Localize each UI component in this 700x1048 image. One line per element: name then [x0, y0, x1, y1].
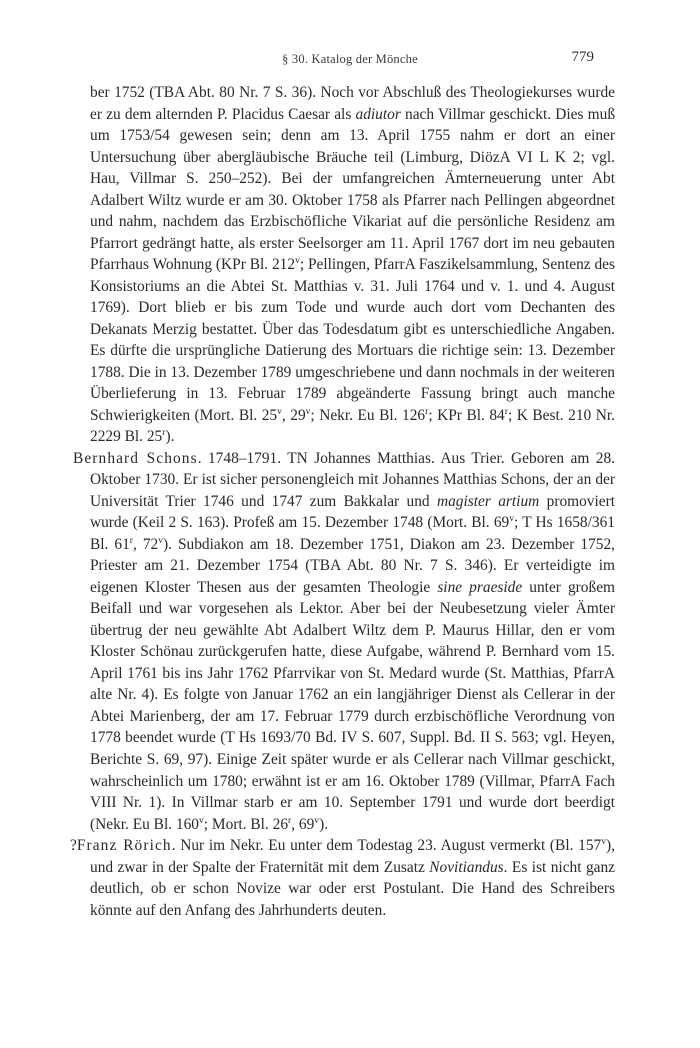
folio-side-superscript: r: [288, 814, 292, 826]
text-run: . Es ist nicht ganz deutlich, ob er schon Novize war oder erst Postulant. Die Hand des Schreibers könnte auf den Anfang des Jahrhunderts deuten.: [90, 858, 615, 919]
latin-term: Novitiandus: [429, 858, 504, 876]
text-run: unter großem Beifall und war vorgesehen als Lektor. Aber bei der Neubesetzung vieler Ämter übertrug der neu gewählte Abt Adalbert Wiltz dem P. Maurus Hillar, den er vom Kloster Schönau zurückgerufen hatte, diese Aufgabe, während P. Bernhard vom 15. April 1761 bis ins Jahr 1762 Pfarrvikar von St. Medard wurde (St. Matthias, PfarrA alte Nr. 4). Es folgte von Januar 1762 an ein langjähriger Dienst als Cellerar in der Abtei Marienberg, der am 17. Februar 1779 durch erzbischöfliche Verordnung von 1778 beendet wurde (T Hs 1693/70 Bd. IV S. 607, Suppl. Bd. II S. 563; vgl. Heyen, Berichte S. 69, 97). Einige Zeit später wurde er als Cellerar nach Villmar geschickt, wahrscheinlich um 1780; erwähnt ist er am 16. Oktober 1789 (Villmar, PfarrA Fach VIII Nr. 1). In Villmar starb er am 10. September 1791 und wurde dort beerdigt (Nekr. Eu Bl. 160: [90, 578, 616, 833]
folio-side-superscript: v: [199, 814, 204, 826]
text-run: ; Nekr. Eu Bl. 126: [310, 406, 426, 424]
folio-side-superscript: v: [314, 814, 320, 826]
text-run: , 72: [132, 535, 159, 553]
text-run: . Nur im Nekr. Eu unter dem Todestag 23. August vermerkt (Bl. 157: [171, 837, 602, 855]
text-run: ).: [319, 815, 329, 833]
folio-side-superscript: v: [509, 513, 515, 525]
monk-name: Franz Rörich: [76, 837, 172, 855]
latin-term: sine praeside: [437, 578, 523, 596]
text-run: , 29: [281, 406, 306, 424]
folio-side-superscript: v: [601, 835, 607, 847]
text-run: , 69: [291, 815, 315, 833]
text-run: ; K Best. 210 Nr. 2229 Bl. 25: [90, 406, 615, 446]
entry-bernhard-schons: [73, 448, 615, 835]
folio-side-superscript: r: [504, 405, 508, 417]
folio-side-superscript: r: [162, 427, 166, 439]
latin-term: adiutor: [355, 105, 401, 123]
text-run: ; Pellingen, PfarrA Faszikelsammlung, Sentenz des Konsistoriums an die Abtei St. Matthias v. 31. Juli 1764 und v. 1. und 4. August 1769). Dort blieb er bis zum Tode und wurde auch dort vom Dechanten des Dekanats Merzig bestattet. Über das Todesdatum gibt es unterschiedliche Angaben. Es dürfte die ursprüngliche Datierung des Mortuars die richtige sein: 13. Dezember 1788. Die in 13. Dezember 1789 umgeschriebene und dann nochmals in der weiteren Überlieferung in 13. Februar 1789 abgeänderte Fassung bringt auch manche Schwierigkeiten (Mort. Bl. 25: [90, 256, 615, 424]
text-run: ). Subdiakon am 18. Dezember 1751, Diakon am 23. Dezember 1752, Priester am 21. Dezember 1754 (TBA Abt. 80 Nr. 7 S. 346). Er verteidigte im eigenen Kloster Thesen aus der gesamten Theologie: [90, 535, 615, 596]
paragraph-continuation: [73, 82, 615, 448]
text-run: ; Mort. Bl. 26: [203, 815, 289, 833]
folio-side-superscript: r: [425, 405, 429, 417]
folio-side-superscript: r: [129, 534, 133, 546]
page-number: 779: [571, 49, 594, 65]
text-run: ; T Hs 1658/361 Bl. 61: [90, 514, 615, 553]
text-run: promoviert wurde (Keil 2 S. 163). Profeß am 15. Dezember 1748 (Mort. Bl. 69: [90, 492, 616, 532]
folio-side-superscript: v: [305, 405, 311, 417]
latin-term: magister artium: [436, 492, 540, 510]
text-run: ?: [70, 837, 77, 855]
text-run: ), und zwar in der Spalte der Fraternität mit dem Zusatz: [90, 837, 615, 876]
text-run: ; KPr Bl. 84: [428, 406, 505, 424]
text-run: ber 1752 (TBA Abt. 80 Nr. 7 S. 36). Noch vor Abschluß des Theologiekurses wurde er zu dem alternden P. Placidus Caesar als: [90, 84, 615, 123]
text-run: . 1748–1791. TN Johannes Matthias. Aus Trier. Geboren am 28. Oktober 1730. Er ist sicher personengleich mit Johannes Matthias Schons, der an der Universität Trier 1746 und 1747 zum Bakkalar und: [90, 449, 615, 510]
folio-side-superscript: v: [277, 405, 282, 417]
text-run: ).: [165, 428, 175, 446]
text-run: nach Villmar geschickt. Dies muß um 1753/54 gewesen sein; denn am 13. April 1755 nahm er dort an einer Untersuchung über abergläubische Bräuche teil (Limburg, DiözA VI L K 2; vgl. Hau, Villmar S. 250–252). Bei der umfangreichen Ämterneuerung unter Abt Adalbert Wiltz wurde er am 30. Oktober 1758 als Pfarrer nach Pellingen abgeordnet und nahm, nachdem das Erzbischöfliche Vikariat auf die persönliche Residenz am Pfarrort gedrängt hatte, als erster Seelsorger am 11. April 1767 dort im neu gebauten Pfarrhaus Wohnung (KPr Bl. 212: [90, 105, 616, 274]
folio-side-superscript: v: [158, 534, 163, 546]
running-head: § 30. Katalog der Mönche: [282, 52, 418, 66]
entry-franz-roerich: [70, 835, 615, 921]
main-text: [70, 82, 616, 921]
monk-name: Bernhard Schons: [73, 449, 198, 467]
folio-side-superscript: v: [295, 255, 300, 266]
